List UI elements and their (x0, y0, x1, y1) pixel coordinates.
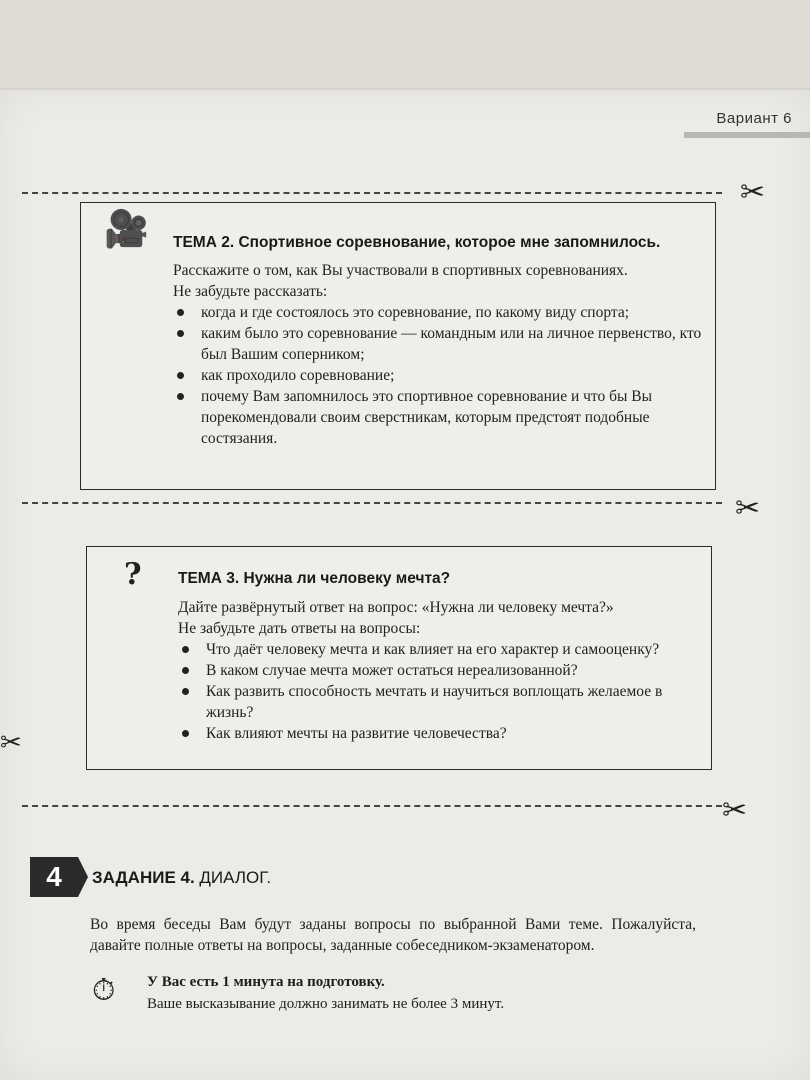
scissors-icon: ✂ (0, 728, 22, 758)
task-badge-arrow (78, 857, 88, 897)
cut-line-3 (22, 805, 722, 807)
task-number-badge: 4 (30, 857, 78, 897)
task-4-title-rest: ДИАЛОГ. (194, 868, 272, 887)
topic-2-body (173, 260, 713, 449)
topic-3-intro: Дайте развёрнутый ответ на вопрос: «Нужна ли человеку мечта?» (178, 599, 614, 616)
task-4-instructions: Во время беседы Вам будут заданы вопросы по выбранной Вами теме. Пожалуйста, давайте полные ответы на вопросы, заданные собеседником-экзаменатором. (90, 916, 696, 954)
question-mark-icon: ? (124, 557, 142, 592)
variant-label: Вариант 6 (716, 110, 792, 127)
scissors-icon: ✂ (735, 491, 761, 526)
page-top-edge (0, 88, 810, 92)
list-item: Как развить способность мечтать и научиться воплощать желаемое в жизнь? (178, 681, 698, 723)
topic-3-list (178, 639, 698, 744)
topic-2-intro: Расскажите о том, как Вы участвовали в спортивных соревнованиях. (173, 262, 628, 279)
task-4-title (92, 868, 271, 888)
cut-line-1 (22, 192, 722, 194)
list-item: как проходило соревнование; (173, 365, 713, 386)
topic-2-remember: Не забудьте рассказать: (173, 283, 328, 300)
scissors-icon: ✂ (722, 793, 748, 828)
topic-2-title: ТЕМА 2. Спортивное соревнование, которое мне запомнилось. (173, 234, 661, 251)
list-item: Как влияют мечты на развитие человечества? (178, 723, 698, 744)
task-4-title-bold: ЗАДАНИЕ 4. (92, 868, 195, 887)
topic-3-remember: Не забудьте дать ответы на вопросы: (178, 620, 421, 637)
topic-2-list (173, 302, 713, 449)
list-item: когда и где состоялось это соревнование, по какому виду спорта; (173, 302, 713, 323)
duration-note: Ваше высказывание должно занимать не более 3 минут. (147, 996, 505, 1012)
scissors-icon: ✂ (740, 175, 766, 210)
topic-3-body (178, 597, 698, 744)
list-item: Что даёт человеку мечта и как влияет на его характер и самооценку? (178, 639, 698, 660)
list-item: В каком случае мечта может остаться нереализованной? (178, 660, 698, 681)
stopwatch-icon: ⏱ (92, 973, 116, 1008)
list-item: почему Вам запомнилось это спортивное соревнование и что бы Вы порекомендовали своим сверстникам, которым предстоят подобные состязания. (173, 386, 713, 449)
cut-line-2 (22, 502, 722, 504)
topic-3-title: ТЕМА 3. Нужна ли человеку мечта? (178, 570, 451, 587)
header-rule (684, 132, 810, 138)
list-item: каким было это соревнование — командным или на личное первенство, кто был Вашим соперником; (173, 323, 713, 365)
prep-time-note: У Вас есть 1 минута на подготовку. (147, 974, 385, 990)
movie-camera-icon: 🎥 (104, 209, 149, 250)
